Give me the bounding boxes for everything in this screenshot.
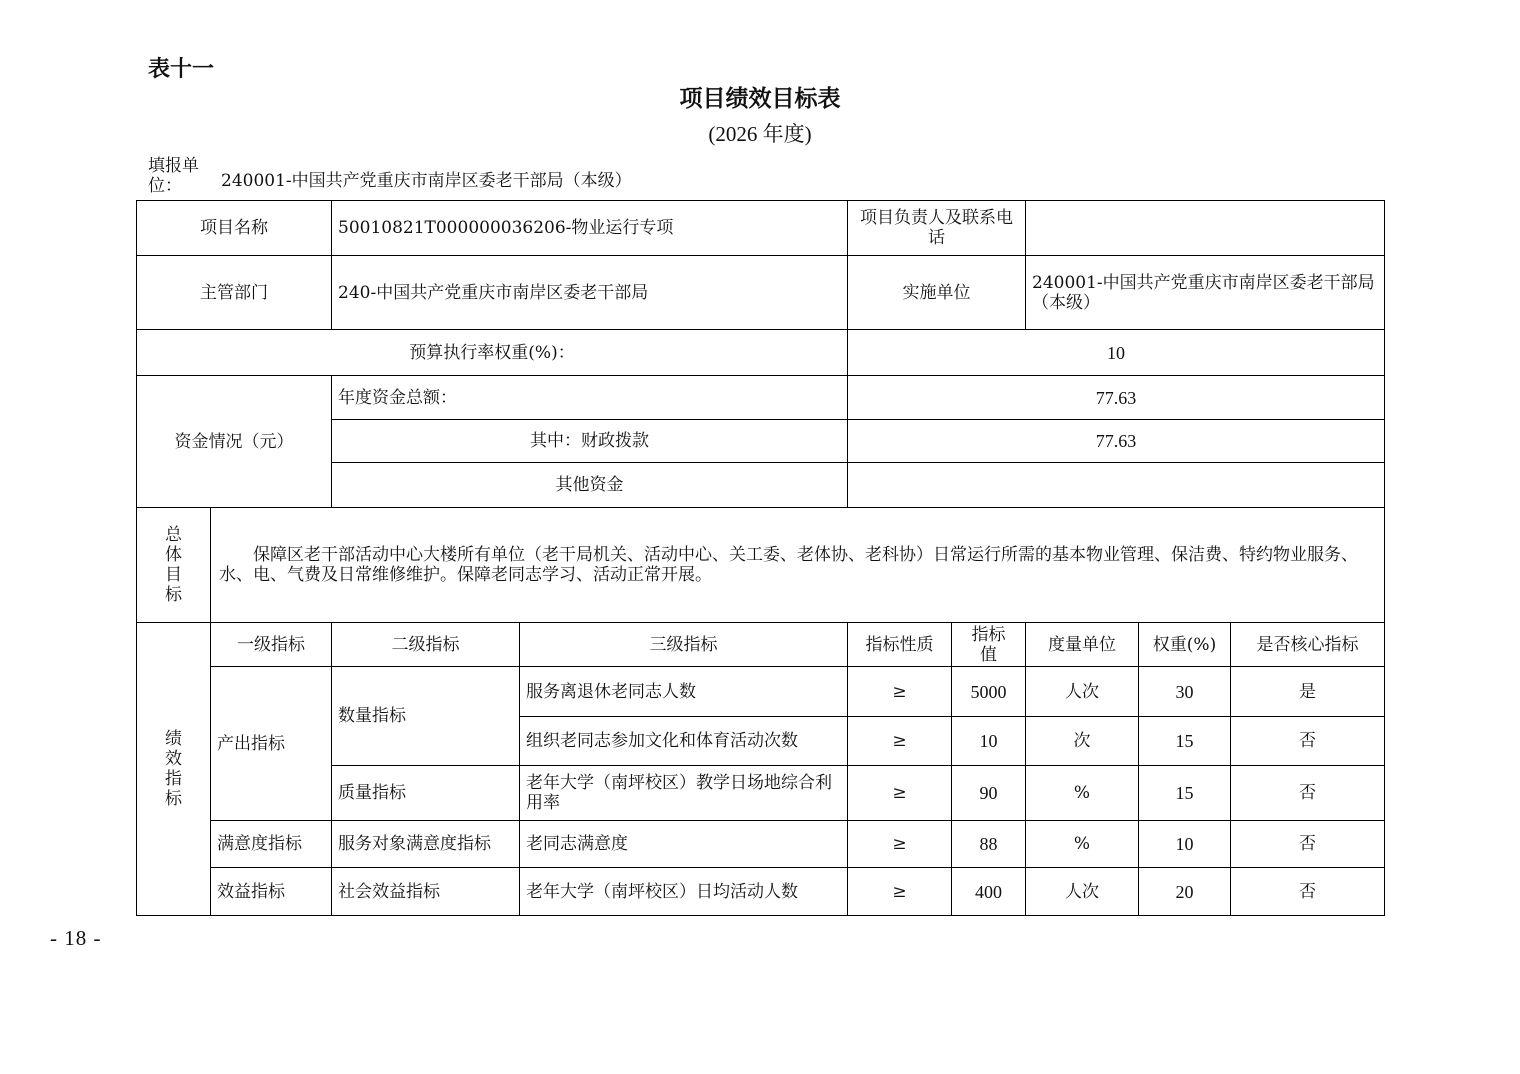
indicator-unit: 人次 — [1026, 868, 1139, 916]
header-nature: 指标性质 — [848, 623, 952, 667]
indicator-core: 否 — [1231, 821, 1385, 868]
reporting-unit-value: 240001-中国共产党重庆市南岸区委老干部局（本级） — [221, 171, 632, 191]
page-title: 项目绩效目标表 — [679, 85, 841, 112]
funds-label: 资金情况（元） — [137, 376, 332, 508]
indicator-value: 10 — [952, 717, 1026, 766]
table-row — [137, 667, 1385, 717]
indicator-value: 88 — [952, 821, 1026, 868]
funds-fiscal-value: 77.63 — [848, 420, 1385, 463]
level1-benefit: 效益指标 — [211, 868, 332, 916]
indicator-weight: 15 — [1139, 766, 1231, 821]
implementing-unit-label: 实施单位 — [848, 256, 1026, 330]
project-contact-label: 项目负责人及联系电话 — [848, 201, 1026, 256]
funds-total-label: 年度资金总额： — [332, 376, 848, 420]
indicator-nature: ≥ — [848, 717, 952, 766]
indicator-name: 服务离退休老同志人数 — [520, 667, 848, 717]
reporting-unit-label: 填报单位： — [148, 156, 199, 196]
performance-indicators-label: 绩效指标 — [137, 623, 211, 916]
indicator-name: 老同志满意度 — [520, 821, 848, 868]
indicator-core: 是 — [1231, 667, 1385, 717]
indicator-name: 老年大学（南坪校区）教学日场地综合利用率 — [520, 766, 848, 821]
indicator-value: 5000 — [952, 667, 1026, 717]
level2-quantity: 数量指标 — [332, 667, 520, 766]
header-level2: 二级指标 — [332, 623, 520, 667]
funds-total-value: 77.63 — [848, 376, 1385, 420]
project-name-label: 项目名称 — [137, 201, 332, 256]
supervising-dept-label: 主管部门 — [137, 256, 332, 330]
indicator-unit: 人次 — [1026, 667, 1139, 717]
overall-goal-text: 保障区老干部活动中心大楼所有单位（老干局机关、活动中心、关工委、老体协、老科协）日常运行所需的基本物业管理、保洁费、特约物业服务、水、电、气费及日常维修维护。保障老同志学习、活动正常开展。 — [211, 508, 1385, 623]
performance-target-table — [136, 200, 1385, 916]
indicator-weight: 15 — [1139, 717, 1231, 766]
header-core: 是否核心指标 — [1231, 623, 1385, 667]
page-subtitle: (2026 年度) — [708, 122, 812, 146]
level2-quality: 质量指标 — [332, 766, 520, 821]
level1-satisfaction: 满意度指标 — [211, 821, 332, 868]
indicator-nature: ≥ — [848, 868, 952, 916]
indicator-core: 否 — [1231, 766, 1385, 821]
indicator-weight: 10 — [1139, 821, 1231, 868]
indicator-unit: % — [1026, 766, 1139, 821]
header-value: 指标值 — [952, 623, 1026, 667]
funds-other-label: 其他资金 — [332, 463, 848, 508]
indicator-nature: ≥ — [848, 766, 952, 821]
funds-fiscal-label: 其中：财政拨款 — [332, 420, 848, 463]
header-level3: 三级指标 — [520, 623, 848, 667]
indicator-unit: % — [1026, 821, 1139, 868]
budget-weight-label: 预算执行率权重(%)： — [137, 330, 848, 376]
indicator-core: 否 — [1231, 717, 1385, 766]
indicator-value: 90 — [952, 766, 1026, 821]
implementing-unit-value: 240001-中国共产党重庆市南岸区委老干部局（本级） — [1026, 256, 1385, 330]
level2-service-satisfaction: 服务对象满意度指标 — [332, 821, 520, 868]
table-row — [137, 821, 1385, 868]
header-weight: 权重(%) — [1139, 623, 1231, 667]
table-row — [137, 868, 1385, 916]
level1-output: 产出指标 — [211, 667, 332, 821]
supervising-dept-value: 240-中国共产党重庆市南岸区委老干部局 — [332, 256, 848, 330]
indicator-nature: ≥ — [848, 667, 952, 717]
indicator-weight: 30 — [1139, 667, 1231, 717]
indicator-core: 否 — [1231, 868, 1385, 916]
header-unit: 度量单位 — [1026, 623, 1139, 667]
budget-weight-value: 10 — [848, 330, 1385, 376]
header-level1: 一级指标 — [211, 623, 332, 667]
indicator-value: 400 — [952, 868, 1026, 916]
project-name-value: 50010821T000000036206-物业运行专项 — [332, 201, 848, 256]
indicator-weight: 20 — [1139, 868, 1231, 916]
overall-goal-label: 总体目标 — [137, 508, 211, 623]
table-label: 表十一 — [148, 56, 215, 82]
indicator-unit: 次 — [1026, 717, 1139, 766]
project-contact-value — [1026, 201, 1385, 256]
indicator-name: 老年大学（南坪校区）日均活动人数 — [520, 868, 848, 916]
page-number: - 18 - — [50, 926, 102, 950]
level2-social-benefit: 社会效益指标 — [332, 868, 520, 916]
indicator-name: 组织老同志参加文化和体育活动次数 — [520, 717, 848, 766]
funds-other-value — [848, 463, 1385, 508]
indicator-nature: ≥ — [848, 821, 952, 868]
